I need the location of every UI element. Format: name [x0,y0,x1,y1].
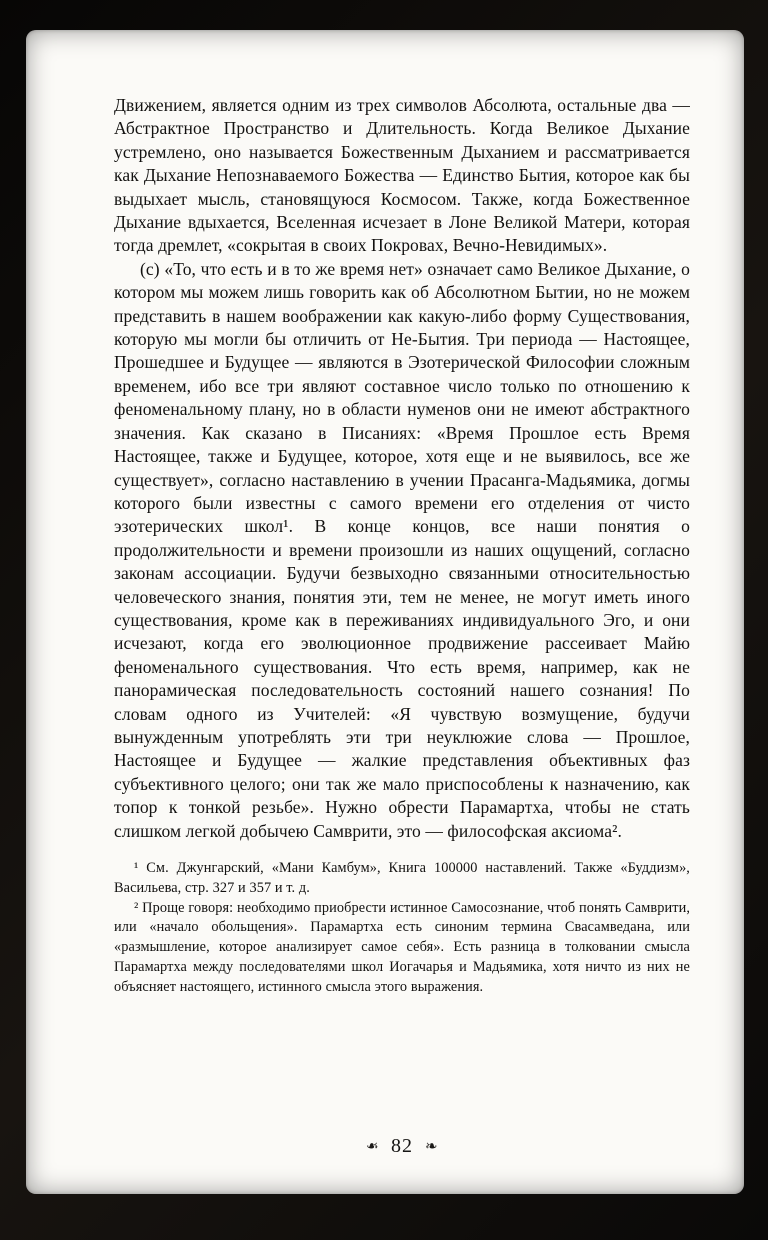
page-number: 82 [391,1135,413,1157]
footnotes-section [114,859,690,998]
book-page [26,30,744,1194]
fleuron-ornament-right-icon: ❧ [425,1137,438,1155]
body-paragraph-continuation: Движением, является одним из трех символов Абсолюта, остальные два — Абстрактное Пространство и Длительность. Когда Великое Дыхание устремлено, оно называется Божественным Дыханием и рассматривается как Дыхание Непознаваемого Божества — Единство Бытия, которое как бы выдыхает мысль, становящуюся Космосом. Также, когда Божественное Дыхание вдыхается, Вселенная исчезает в Лоне Великой Матери, которая тогда дремлет, «сокрытая в своих Покровах, Вечно-Невидимых». [114,95,690,256]
body-text-block [114,94,690,843]
fleuron-ornament-left-icon: ❧ [366,1137,379,1155]
body-paragraph-c-section: (с) «То, что есть и в то же время нет» означает само Великое Дыхание, о котором мы можем лишь говорить как об Абсолютном Бытии, но не можем представить в нашем воображении как какую-либо форму Существования, которую мы могли бы отличить от Не-Бытия. Три периода — Настоящее, Прошедшее и Будущее — являются в Эзотерической Философии сложным временем, ибо все три являют составное число только по отношению к феноменальному плану, но в области нуменов они не имеют абстрактного значения. Как сказано в Писаниях: «Время Прошлое есть Время Настоящее, также и Будущее, которое, хотя еще и не выявилось, все же существует», согласно наставлению в учении Прасанга-Мадьямика, догмы которого были известны с самого времени его отделения от чисто эзотерических школ¹. В конце концов, все наши понятия о продолжительности и времени произошли из наших ощущений, согласно законам ассоциации. Будучи безвыходно связанными относительностью человеческого знания, понятия эти, тем не менее, не могут иметь иного существования, кроме как в переживаниях индивидуального Эго, и они исчезают, когда его эволюционное продвижение рассеивает Майю феноменального существования. Что есть время, например, как не панорамическая последовательность состояний нашего сознания! По словам одного из Учителей: «Я чувствую возмущение, будучи вынужденным употреблять эти три неуклюжие слова — Прошлое, Настоящее и Будущее — жалкие представления объективных фаз субъективного целого; они так же мало приспособлены к назначению, как топор к тонкой резьбе». Нужно обрести Парамартха, чтобы не стать слишком легкой добычею Самврити, это — философская аксиома². [114,258,690,841]
footnote-1: ¹ См. Джунгарский, «Мани Камбум», Книга 100000 наставлений. Также «Буддизм», Васильева, стр. 327 и 357 и т. д. [114,860,690,896]
footnote-2: ² Проще говоря: необходимо приобрести истинное Самосознание, чтоб понять Самврити, или «начало обольщения». Парамартха есть синоним термина Свасамведана, или «размышление, которое анализирует самое себя». Есть разница в толковании смысла Парамартха между последователями школ Иогачарья и Мадьямика, хотя ничто из них не объясняет настоящего, истинного смысла этого выражения. [114,899,690,995]
page-footer [114,1135,690,1164]
